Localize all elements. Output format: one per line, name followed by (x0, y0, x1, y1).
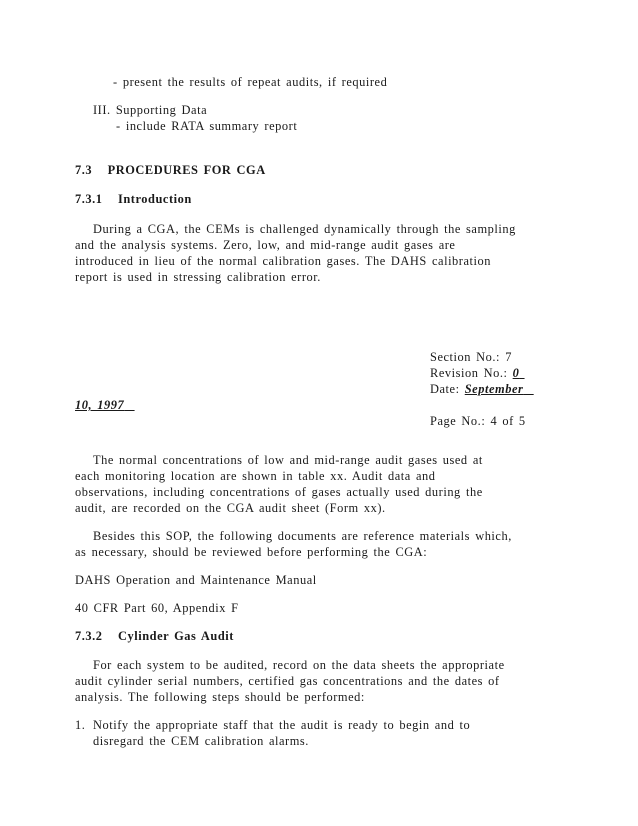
section-number: 7.3.2 (75, 629, 103, 643)
step-1-line-2: disregard the CEM calibration alarms. (93, 734, 309, 748)
rata-summary-item: - include RATA summary report (116, 119, 298, 133)
section-number: 7.3.1 (75, 192, 103, 206)
section-number-label: Section No.: 7 (430, 350, 512, 364)
revision-number-label (430, 366, 525, 381)
conc-line-4: audit, are recorded on the CGA audit sheet (Form xx). (75, 501, 386, 515)
present-results-item: - present the results of repeat audits, if required (113, 75, 388, 89)
intro-line-2: and the analysis systems. Zero, low, and mid-range audit gases are (75, 238, 456, 252)
revision-value: 0 (512, 366, 520, 380)
date-value-year: 10, 1997 (75, 398, 125, 412)
supporting-data-heading: III. Supporting Data (93, 103, 208, 117)
step-1-number: 1. (75, 718, 86, 732)
step-1-line-1: Notify the appropriate staff that the audit is ready to begin and to (93, 718, 471, 732)
section-7-3-1-heading (75, 192, 192, 207)
section-title: Cylinder Gas Audit (117, 629, 234, 643)
section-7-3-heading (75, 163, 266, 178)
date-value-continued (75, 398, 135, 413)
section-number: 7.3 (75, 163, 93, 177)
reference-dahs-manual: DAHS Operation and Maintenance Manual (75, 573, 317, 587)
intro-line-4: report is used in stressing calibration error. (75, 270, 321, 284)
section-title: PROCEDURES FOR CGA (107, 163, 266, 177)
conc-line-3: observations, including concentrations of gases actually used during the (75, 485, 483, 499)
sop-line-1: Besides this SOP, the following documents are reference materials which, (93, 529, 512, 543)
date-label-line (430, 382, 534, 397)
section-7-3-2-heading (75, 629, 234, 644)
conc-line-1: The normal concentrations of low and mid-range audit gases used at (93, 453, 483, 467)
intro-line-3: introduced in lieu of the normal calibration gases. The DAHS calibration (75, 254, 492, 268)
sop-line-2: as necessary, should be reviewed before performing the CGA: (75, 545, 428, 559)
revision-label: Revision No.: (430, 366, 513, 380)
cga-line-1: For each system to be audited, record on the data sheets the appropriate (93, 658, 505, 672)
date-label: Date: (430, 382, 465, 396)
reference-40cfr: 40 CFR Part 60, Appendix F (75, 601, 239, 615)
cga-line-3: analysis. The following steps should be performed: (75, 690, 365, 704)
page-number-label: Page No.: 4 of 5 (430, 414, 526, 428)
section-title: Introduction (117, 192, 192, 206)
conc-line-2: each monitoring location are shown in table xx. Audit data and (75, 469, 436, 483)
date-value: September (464, 382, 524, 396)
intro-line-1: During a CGA, the CEMs is challenged dynamically through the sampling (93, 222, 516, 236)
cga-line-2: audit cylinder serial numbers, certified gas concentrations and the dates of (75, 674, 500, 688)
